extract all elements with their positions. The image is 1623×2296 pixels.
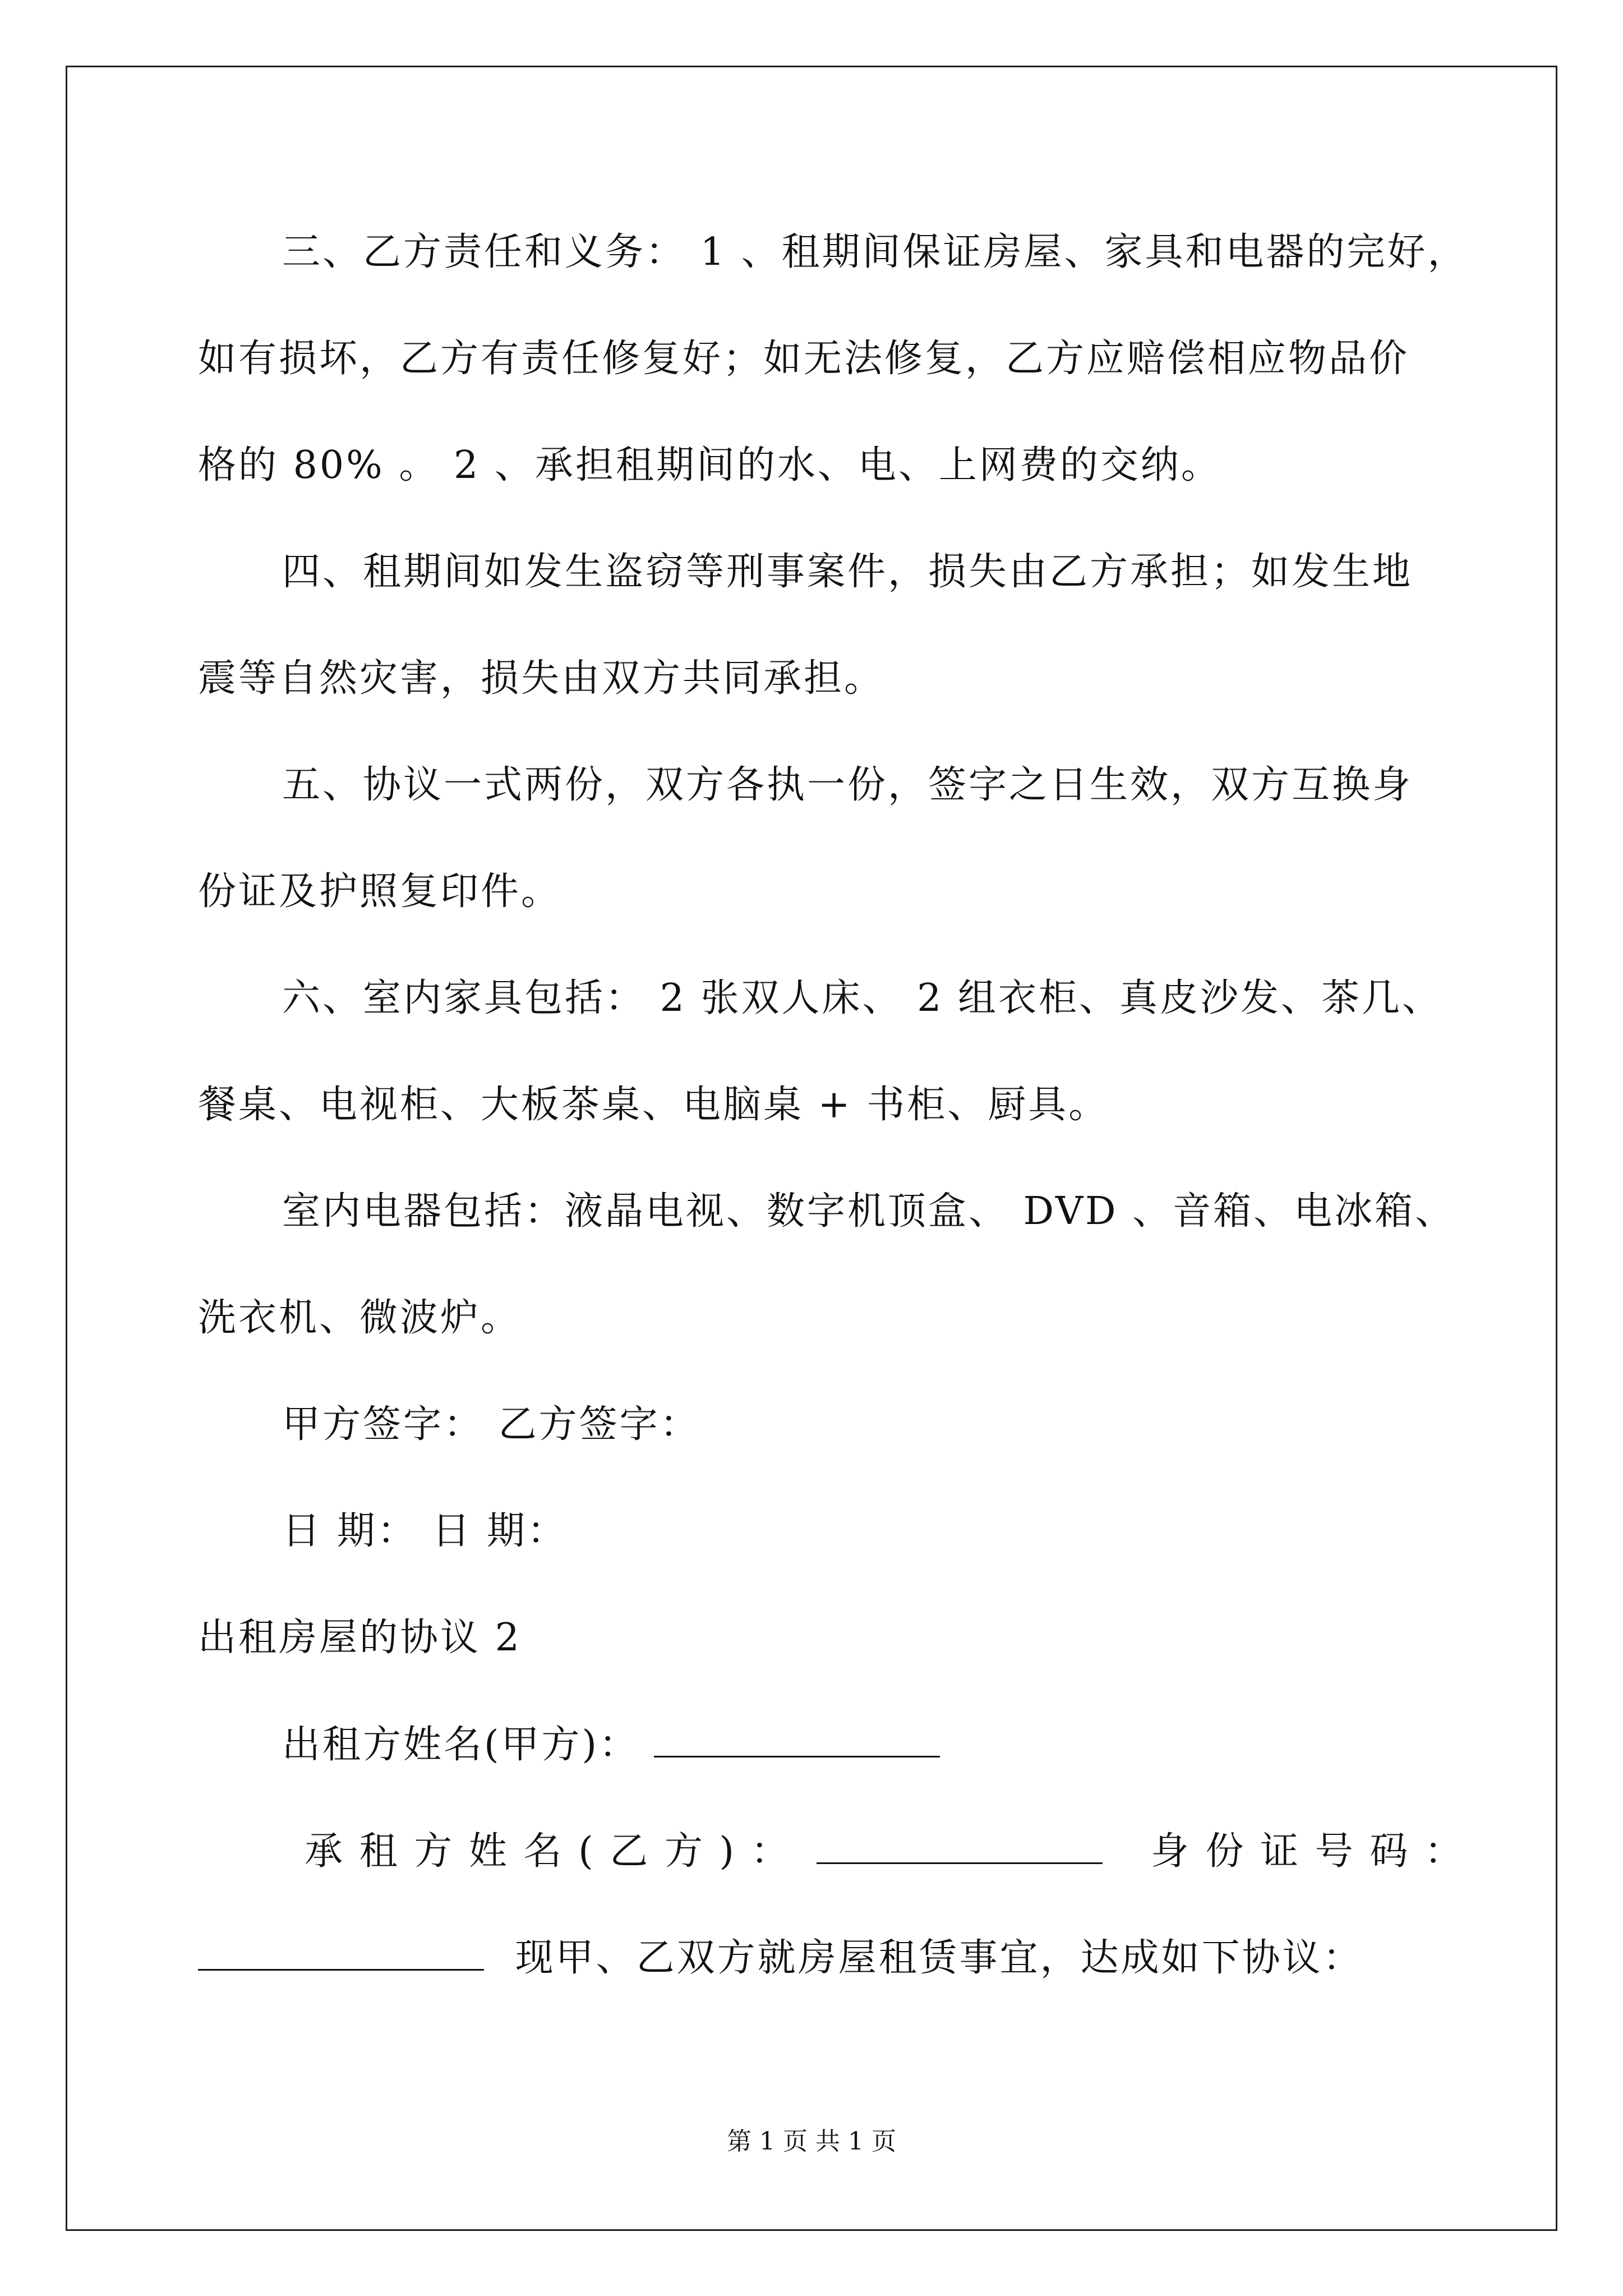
page-frame [66,66,1557,2231]
page-footer: 第 1 页 共 1 页 [727,2127,896,2156]
paragraph-4-line-2: 震等自然灾害，损失由双方共同承担。 [198,656,885,701]
paragraph-5-line-2: 份证及护照复印件。 [198,869,562,914]
paragraph-3-line-3: 格的 80% 。 2 、承担租期间的水、电、上网费的交纳。 [198,443,1221,487]
lessee-name-row [305,1829,1465,1874]
lessee-name-blank [817,1829,1103,1864]
id-number-label: 身 份 证 号 码 ： [1150,1829,1465,1874]
agreement-row [198,1935,1363,1981]
date-line: 日 期： 日 期： [282,1509,568,1553]
lessee-name-label: 承 租 方 姓 名 ( 乙 方 ) ： [305,1829,791,1874]
lessor-name-row [282,1722,940,1768]
paragraph-6-line-2: 餐桌、电视柜、大板茶桌、电脑桌 + 书柜、厨具。 [198,1083,1109,1127]
paragraph-4-line-1: 四、租期间如发生盗窃等刑事案件，损失由乙方承担；如发生地 [282,550,1413,594]
paragraph-7-line-1: 室内电器包括：液晶电视、数字机顶盒、 DVD 、音箱、电冰箱、 [282,1189,1456,1234]
paragraph-7-line-2: 洗衣机、微波炉。 [198,1296,522,1340]
paragraph-3-line-2: 如有损坏，乙方有责任修复好；如无法修复，乙方应赔偿相应物品价 [198,337,1410,381]
id-number-blank [198,1935,484,1971]
paragraph-3-line-1: 三、乙方责任和义务： 1 、租期间保证房屋、家具和电器的完好， [282,230,1468,274]
section-title: 出租房屋的协议 2 [198,1616,522,1660]
signature-line: 甲方签字： 乙方签字： [282,1402,700,1447]
paragraph-5-line-1: 五、协议一式两份，双方各执一份，签字之日生效，双方互换身 [282,763,1413,807]
agreement-text: 现甲、乙双方就房屋租赁事宜，达成如下协议： [515,1936,1363,1980]
paragraph-6-line-1: 六、室内家具包括： 2 张双人床、 2 组衣柜、真皮沙发、茶几、 [282,976,1442,1020]
lessor-name-label: 出租方姓名(甲方)： [282,1723,640,1767]
lessor-name-blank [654,1722,940,1757]
